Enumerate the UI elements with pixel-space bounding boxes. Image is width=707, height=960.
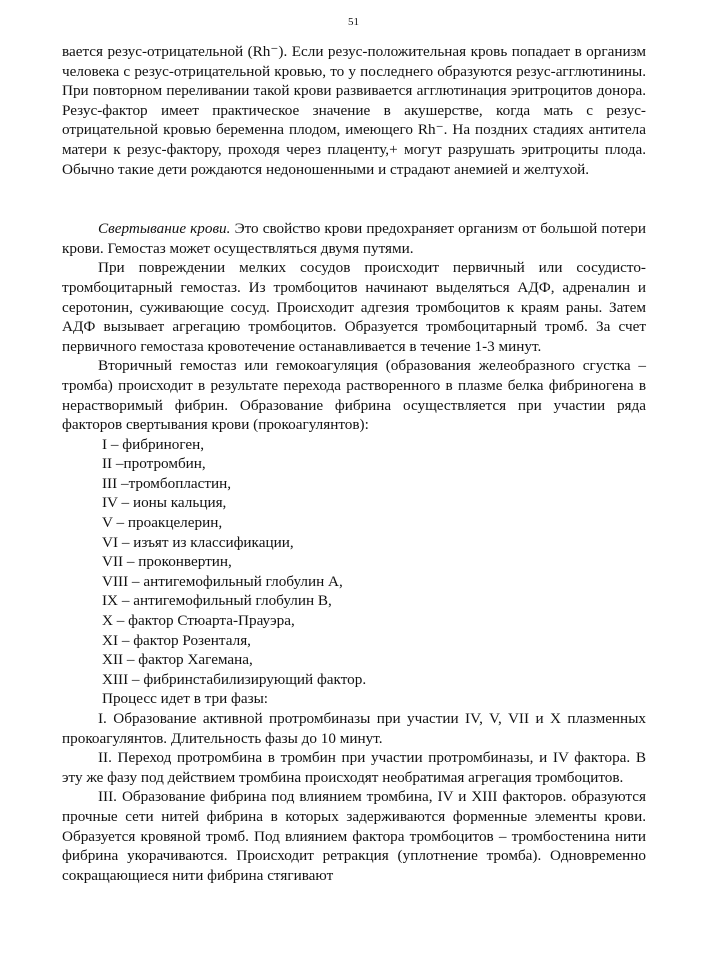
- factor-list-item: XII – фактор Хагемана,: [102, 651, 253, 669]
- paragraph-coagulation-intro: [62, 219, 646, 258]
- factor-list-item: XIII – фибринстабилизирующий фактор.: [102, 670, 367, 688]
- factor-list-item: XI – фактор Розенталя,: [102, 631, 251, 649]
- page-body: [62, 42, 646, 885]
- phase-paragraph: I. Образование активной протромбиназы при участии IV, V, VII и X плазменных прокоагулянтов. Длительность фазы до 10 минут.: [62, 710, 646, 747]
- factor-list-item: III –тромбопластин,: [102, 474, 232, 492]
- section-heading-coagulation: Свертывание крови.: [98, 220, 231, 238]
- factor-list-item: IV – ионы кальция,: [102, 494, 227, 512]
- factor-list-item: VII – проконвертин,: [102, 553, 232, 571]
- factor-list-item: VIII – антигемофильный глобулин А,: [102, 572, 343, 590]
- phases-intro: Процесс идет в три фазы:: [102, 690, 269, 708]
- phase-paragraph: III. Образование фибрина под влиянием тромбина, IV и XIII факторов. образуются прочные сети нитей фибрина в которых задерживаются форменные элементы крови. Образуется кровяной тромб. Под влиянием фактора тромбоцитов – тромбостенина нити фибрина укорачиваются. Происходит ретракция (уплотнение тромба). Одновременно сокращающиеся нити фибрина стягивают: [62, 788, 646, 884]
- paragraph-rh-factor: вается резус-отрицательной (Rh⁻). Если резус-положительная кровь попадает в организм человека с резус-отрицательной кровью, то у последнего образуются резус-агглютинины. При повторном переливании такой крови развивается агглютинация эритроцитов донора. Резус-фактор имеет практическое значение в акушерстве, когда мать с резус-отрицательной кровью беременна плодом, имеющего Rh⁻. На поздних стадиях антитела матери к резус-фактору, проходя через плаценту,+ могут разрушать эритроциты плода. Обычно такие дети рождаются недоношенными и страдают анемией и желтухой.: [62, 43, 646, 178]
- section-gap: [62, 179, 646, 219]
- factor-list-item: X – фактор Стюарта-Прауэра,: [102, 612, 295, 630]
- factor-list-item: I – фибриноген,: [102, 435, 205, 453]
- paragraph-primary-hemostasis: При повреждении мелких сосудов происходит первичный или сосудисто-тромбоцитарный гемостаз. Из тромбоцитов начинают выделяться АДФ, адреналин и серотонин, суживающие сосуд. Происходит адгезия тромбоцитов к краям раны. Затем АДФ вызывает агрегацию тромбоцитов. Образуется тромбоцитарный тромб. За счет первичного гемостаза кровотечение останавливается в течение 1-3 минут.: [62, 259, 646, 355]
- paragraph-secondary-hemostasis: Вторичный гемостаз или гемокоагуляция (образования желеобразного сгустка – тромба) происходит в результате перехода растворенного в плазме белка фибриногена в нерастворимый фибрин. Образование фибрина осуществляется при участии ряда факторов свертывания крови (прокоагулянтов):: [62, 357, 646, 434]
- factor-list-item: II –протромбин,: [102, 455, 206, 473]
- factor-list-item: V – проакцелерин,: [102, 514, 223, 532]
- factor-list-item: IX – антигемофильный глобулин В,: [102, 592, 332, 610]
- page-number: 51: [348, 16, 359, 28]
- factor-list-item: VI – изъят из классификации,: [102, 533, 294, 551]
- coagulation-factor-list: [62, 435, 646, 690]
- phase-paragraph: II. Переход протромбина в тромбин при участии протромбиназы, и IV фактора. В эту же фазу под действием тромбина происходят необратимая агрегация тромбоцитов.: [62, 749, 646, 786]
- paragraph-coagulation-intro-text: Это свойство крови предохраняет организм от большой потери крови. Гемостаз может осуществляться двумя путями.: [62, 220, 646, 257]
